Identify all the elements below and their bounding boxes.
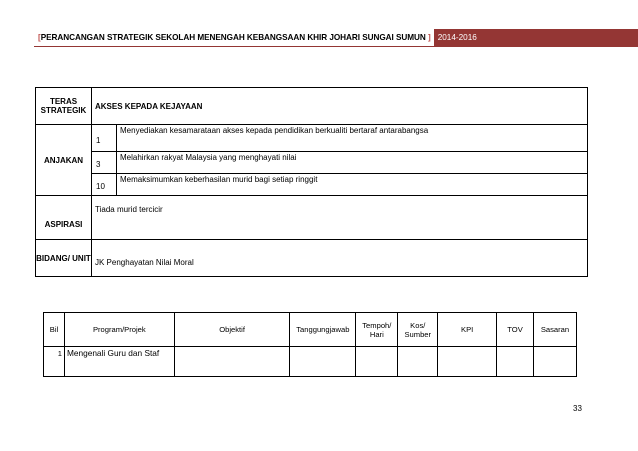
anjakan-text: Memaksimumkan keberhasilan murid bagi setiap ringgit (117, 174, 588, 196)
teras-label: TERAS STRATEGIK (36, 88, 92, 125)
cell-tempoh (356, 347, 398, 377)
col-header-program: Program/Projek (64, 313, 174, 347)
anjakan-row (36, 125, 588, 152)
aspirasi-row (36, 196, 588, 240)
anjakan-num: 1 (92, 125, 117, 152)
program-table-header (44, 313, 577, 347)
cell-bil: 1 (44, 347, 65, 377)
col-header-tempoh: Tempoh/ Hari (356, 313, 398, 347)
anjakan-num: 3 (92, 152, 117, 174)
col-header-kpi: KPI (438, 313, 497, 347)
header-title-block (34, 29, 434, 47)
bidang-label: BIDANG/ UNIT (36, 240, 92, 277)
aspirasi-value: Tiada murid tercicir (92, 196, 588, 240)
cell-sasaran (534, 347, 577, 377)
strategic-info-table (35, 87, 588, 277)
table-row (44, 347, 577, 377)
teras-value: AKSES KEPADA KEJAYAAN (92, 88, 588, 125)
anjakan-num: 10 (92, 174, 117, 196)
col-header-tanggungjawab: Tanggungjawab (290, 313, 356, 347)
teras-row (36, 88, 588, 125)
aspirasi-label: ASPIRASI (36, 196, 92, 240)
col-header-bil: Bil (44, 313, 65, 347)
header-title: PERANCANGAN STRATEGIK SEKOLAH MENENGAH KEBANGSAAN KHIR JOHARI SUNGAI SUMUN (40, 33, 426, 42)
col-header-objektif: Objektif (174, 313, 290, 347)
bidang-row (36, 240, 588, 277)
anjakan-label: ANJAKAN (36, 125, 92, 196)
program-table (43, 312, 577, 377)
anjakan-text: Melahirkan rakyat Malaysia yang menghayati nilai (117, 152, 588, 174)
anjakan-row (36, 174, 588, 196)
cell-kpi (438, 347, 497, 377)
col-header-kos: Kos/ Sumber (398, 313, 438, 347)
header-year: 2014-2016 (434, 29, 638, 47)
header-bracket-close: ] (428, 33, 431, 42)
col-header-sasaran: Sasaran (534, 313, 577, 347)
page-number: 33 (573, 404, 582, 413)
cell-program: Mengenali Guru dan Staf (64, 347, 174, 377)
cell-tanggungjawab (290, 347, 356, 377)
anjakan-row (36, 152, 588, 174)
cell-kos (398, 347, 438, 377)
cell-objektif (174, 347, 290, 377)
cell-tov (497, 347, 534, 377)
page-header (34, 29, 638, 47)
anjakan-text: Menyediakan kesamarataan akses kepada pendidikan berkualiti bertaraf antarabangsa (117, 125, 588, 152)
header-bracket-open: [ (38, 33, 41, 42)
col-header-tov: TOV (497, 313, 534, 347)
bidang-value: JK Penghayatan Nilai Moral (92, 240, 588, 277)
